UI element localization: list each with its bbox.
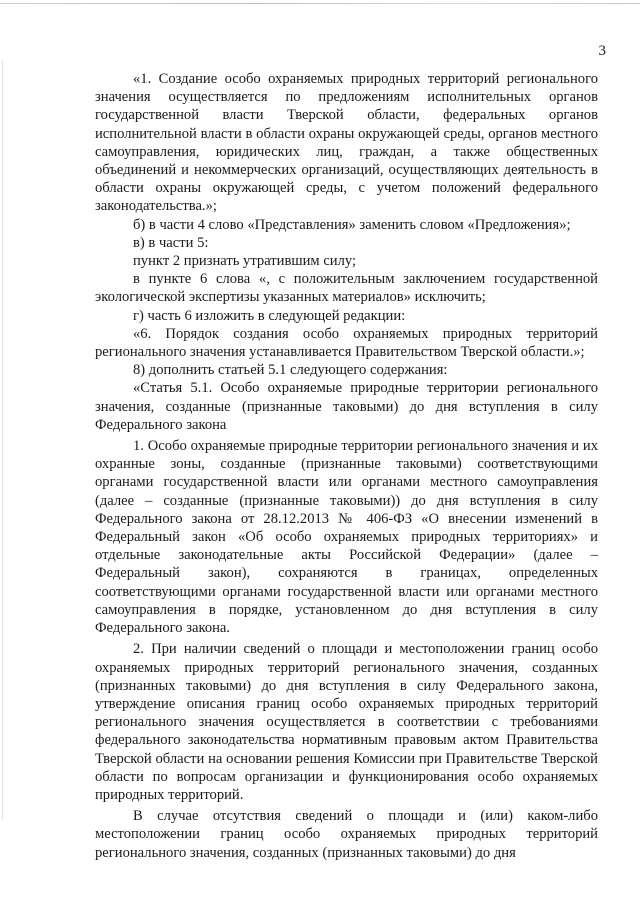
paragraph-3: в) в части 5:	[133, 234, 209, 251]
paragraph-5: в пункте 6 слова «, с положительным заключением государственной экологической экспертизы указанных материалов» исключить;	[95, 271, 598, 306]
document-body	[95, 70, 598, 862]
paragraph-9: «Статья 5.1. Особо охраняемые природные территории регионального значения, созданные (признанные таковыми) до дня вступления в силу Федерального закона	[95, 380, 598, 433]
paragraph-10: 1. Особо охраняемые природные территории регионального значения и их охранные зоны, созданные (признанные таковыми) соответствующими органами государственной власти или органами местного самоуправления (далее – созданные (признанные таковыми)) до дня вступления в силу Федерального закона от 28.12.2013 № 406-ФЗ «О внесении изменений в Федеральный закон «Об особо охраняемых природных территориях» и отдельные законодательные акты Российской Федерации» (далее – Федеральный закон), сохраняются в границах, определенных соответствующими органами государственной власти или органами местного самоуправления в порядке, установленном до дня вступления в силу Федерального закона.	[95, 438, 598, 637]
paragraph-2: б) в части 4 слово «Представления» заменить словом «Предложения»;	[133, 216, 571, 233]
scan-top-rule	[0, 3, 640, 4]
page-number: 3	[598, 43, 606, 59]
paragraph-11: 2. При наличии сведений о площади и местоположении границ особо охраняемых природных территорий регионального значения, созданных (признанных таковыми) до дня вступления в силу Федерального закона, утверждение описания границ особо охраняемых природных территорий регионального значения осуществляется в соответствии с требованиями федерального законодательства нормативным правовым актом Правительства Тверской области на основании решения Комиссии при Правительстве Тверской области по вопросам организации и функционирования особо охраняемых природных территорий.	[95, 641, 598, 803]
paragraph-7: «6. Порядок создания особо охраняемых природных территорий регионального значения устанавливается Правительством Тверской области.»;	[95, 325, 598, 361]
paragraph-1: «1. Создание особо охраняемых природных территорий регионального значения осуществляется по предложениям исполнительных органов государственной власти Тверской области, федеральных органов исполнительной власти в области охраны окружающей среды, органов местного самоуправления, юридических лиц, граждан, а также общественных объединений и некоммерческих организаций, осуществляющих деятельность в области охраны окружающей среды, с учетом положений федерального законодательства.»;	[95, 71, 598, 215]
paragraph-12: В случае отсутствия сведений о площади и (или) каком-либо местоположении границ особо охраняемых природных территорий регионального значения, созданных (признанных таковыми) до дня	[95, 808, 598, 861]
paragraph-4: пункт 2 признать утратившим силу;	[133, 253, 357, 270]
paragraph-6: г) часть 6 изложить в следующей редакции:	[133, 307, 406, 324]
scan-left-edge	[2, 60, 3, 820]
paragraph-8: 8) дополнить статьей 5.1 следующего содержания:	[133, 362, 448, 379]
